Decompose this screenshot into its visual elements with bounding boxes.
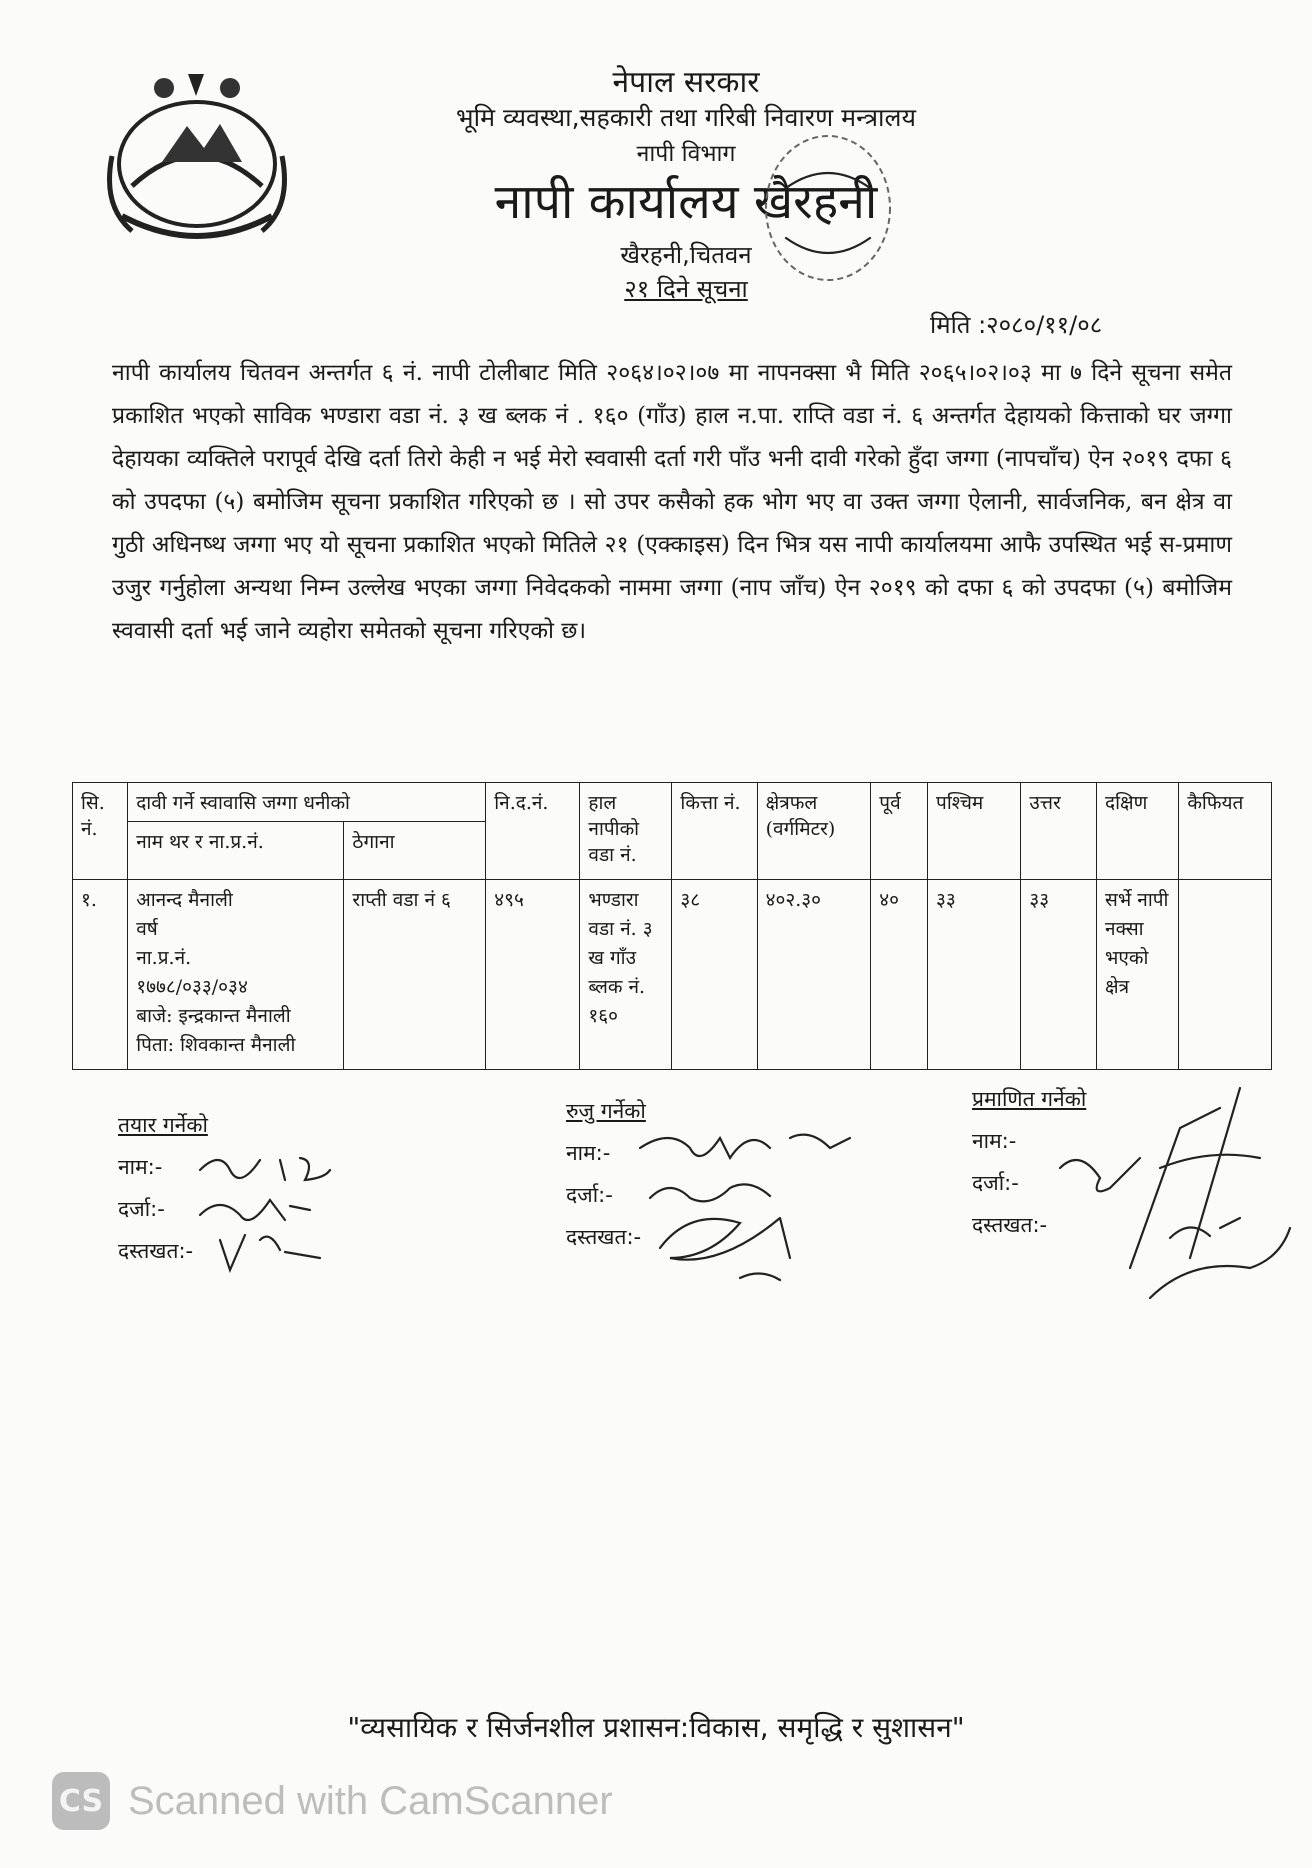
header-kitta: कित्ता नं. (672, 783, 757, 880)
header-claimant: दावी गर्ने स्वावासि जग्गा धनीको (128, 783, 486, 822)
office-name: नापी कार्यालय खैरहनी (494, 174, 878, 230)
table-row (73, 880, 1272, 1070)
department-name: नापी विभाग (636, 141, 736, 167)
prepared-title: तयार गर्नेको (118, 1113, 208, 1137)
prepared-sign-label: दस्तखत:- (118, 1239, 194, 1263)
cell-north: ३३ (1021, 880, 1097, 1070)
cell-nidan: ४९५ (486, 880, 580, 1070)
cell-south: सर्भे नापी नक्सा भएको क्षेत्र (1097, 880, 1179, 1070)
header-remarks: कैफियत (1179, 783, 1272, 880)
certified-sign-label: दस्तखत:- (972, 1213, 1048, 1237)
cell-current-ward: भण्डारा वडा नं. ३ ख गाँउ ब्लक नं. १६० (580, 880, 672, 1070)
cell-sn: १. (73, 880, 128, 1070)
cell-kitta: ३८ (672, 880, 757, 1070)
certified-post-label: दर्जा:- (972, 1171, 1019, 1195)
header-nidan: नि.द.नं. (486, 783, 580, 880)
header-east: पूर्व (871, 783, 928, 880)
checked-name-label: नाम:- (566, 1141, 611, 1165)
cell-west: ३३ (928, 880, 1021, 1070)
certified-title: प्रमाणित गर्नेको (972, 1087, 1087, 1111)
cell-remarks (1179, 880, 1272, 1070)
notice-date: मिति :२०८०/११/०८ (930, 311, 1103, 339)
header-north: उत्तर (1021, 783, 1097, 880)
camscanner-watermark (52, 1772, 613, 1830)
prepared-name-label: नाम:- (118, 1155, 163, 1179)
office-address: खैरहनी,चितवन (620, 241, 752, 269)
footer-motto: "व्यसायिक र सिर्जनशील प्रशासन:विकास, समृद्धि र सुशासन" (347, 1711, 965, 1744)
header-name: नाम थर र ना.प्र.नं. (128, 822, 344, 880)
prepared-post-label: दर्जा:- (118, 1197, 165, 1221)
cell-area: ४०२.३० (757, 880, 871, 1070)
notice-body: नापी कार्यालय चितवन अन्तर्गत ६ नं. नापी टोलीबाट मिति २०६४।०२।०७ मा नापनक्सा भै मिति २०६५।०२।०३ मा ७ दिने सूचना समेत प्रकाशित भएको साविक भण्डारा वडा नं. ३ ख ब्लक नं . १६० (गाँउ) हाल न.पा. राप्ति वडा नं. ६ अन्तर्गत देहायको कित्ताको घर जग्गा देहायका व्यक्तिले परापूर्व देखि दर्ता तिरो केही न भई मेरो स्ववासी दर्ता गरी पाँउ भनी दावी गरेको हुँदा जग्गा (नापचाँच) ऐन २०१९ दफा ६ को उपदफा (५) बमोजिम सूचना प्रकाशित गरिएको छ । सो उपर कसैको हक भोग भए वा उक्त जग्गा ऐलानी, सार्वजनिक, बन क्षेत्र वा गुठी अधिनष्थ जग्गा भए यो सूचना प्रकाशित भएको मितिले २१ (एक्काइस) दिन भित्र यस नापी कार्यालयमा आफै उपस्थित भई स-प्रमाण उजुर गर्नुहोला अन्यथा निम्न उल्लेख भएका जग्गा निवेदकको नाममा जग्गा (नाप जाँच) ऐन २०१९ को दफा ६ को उपदफा (५) बमोजिम स्ववासी दर्ता भई जाने व्यहोरा समेतको सूचना गरिएको छ। (112, 360, 1232, 644)
header-west: पश्चिम (928, 783, 1021, 880)
ministry-name: भूमि व्यवस्था,सहकारी तथा गरिबी निवारण मन्त्रालय (456, 103, 916, 132)
header-current-ward: हाल नापीको वडा नं. (580, 783, 672, 880)
office-stamp-icon (756, 128, 906, 298)
cell-east: ४० (871, 880, 928, 1070)
checked-signature-icon (630, 1108, 860, 1288)
claims-table (72, 782, 1272, 1070)
camscanner-logo-icon: CS (52, 1772, 110, 1830)
header-south: दक्षिण (1097, 783, 1179, 880)
checked-post-label: दर्जा:- (566, 1183, 613, 1207)
notice-title: २१ दिने सूचना (624, 275, 748, 303)
certified-signature-icon (1040, 1068, 1300, 1308)
prepared-signature-icon (190, 1140, 340, 1280)
cell-address: राप्ती वडा नं ६ (344, 880, 486, 1070)
checked-sign-label: दस्तखत:- (566, 1225, 642, 1249)
header-address: ठेगाना (344, 822, 486, 880)
header-area: क्षेत्रफल (वर्गमिटर) (757, 783, 871, 880)
camscanner-text: Scanned with CamScanner (128, 1778, 613, 1823)
certified-name-label: नाम:- (972, 1129, 1017, 1153)
header-sn: सि. नं. (73, 783, 128, 880)
checked-title: रुजु गर्नेको (566, 1099, 646, 1123)
government-name: नेपाल सरकार (612, 65, 760, 100)
cell-name: आनन्द मैनाली वर्ष ना.प्र.नं. १७७८/०३३/०३४ बाजे: इन्द्रकान्त मैनाली पिता: शिवकान्त मैनाली (128, 880, 344, 1070)
